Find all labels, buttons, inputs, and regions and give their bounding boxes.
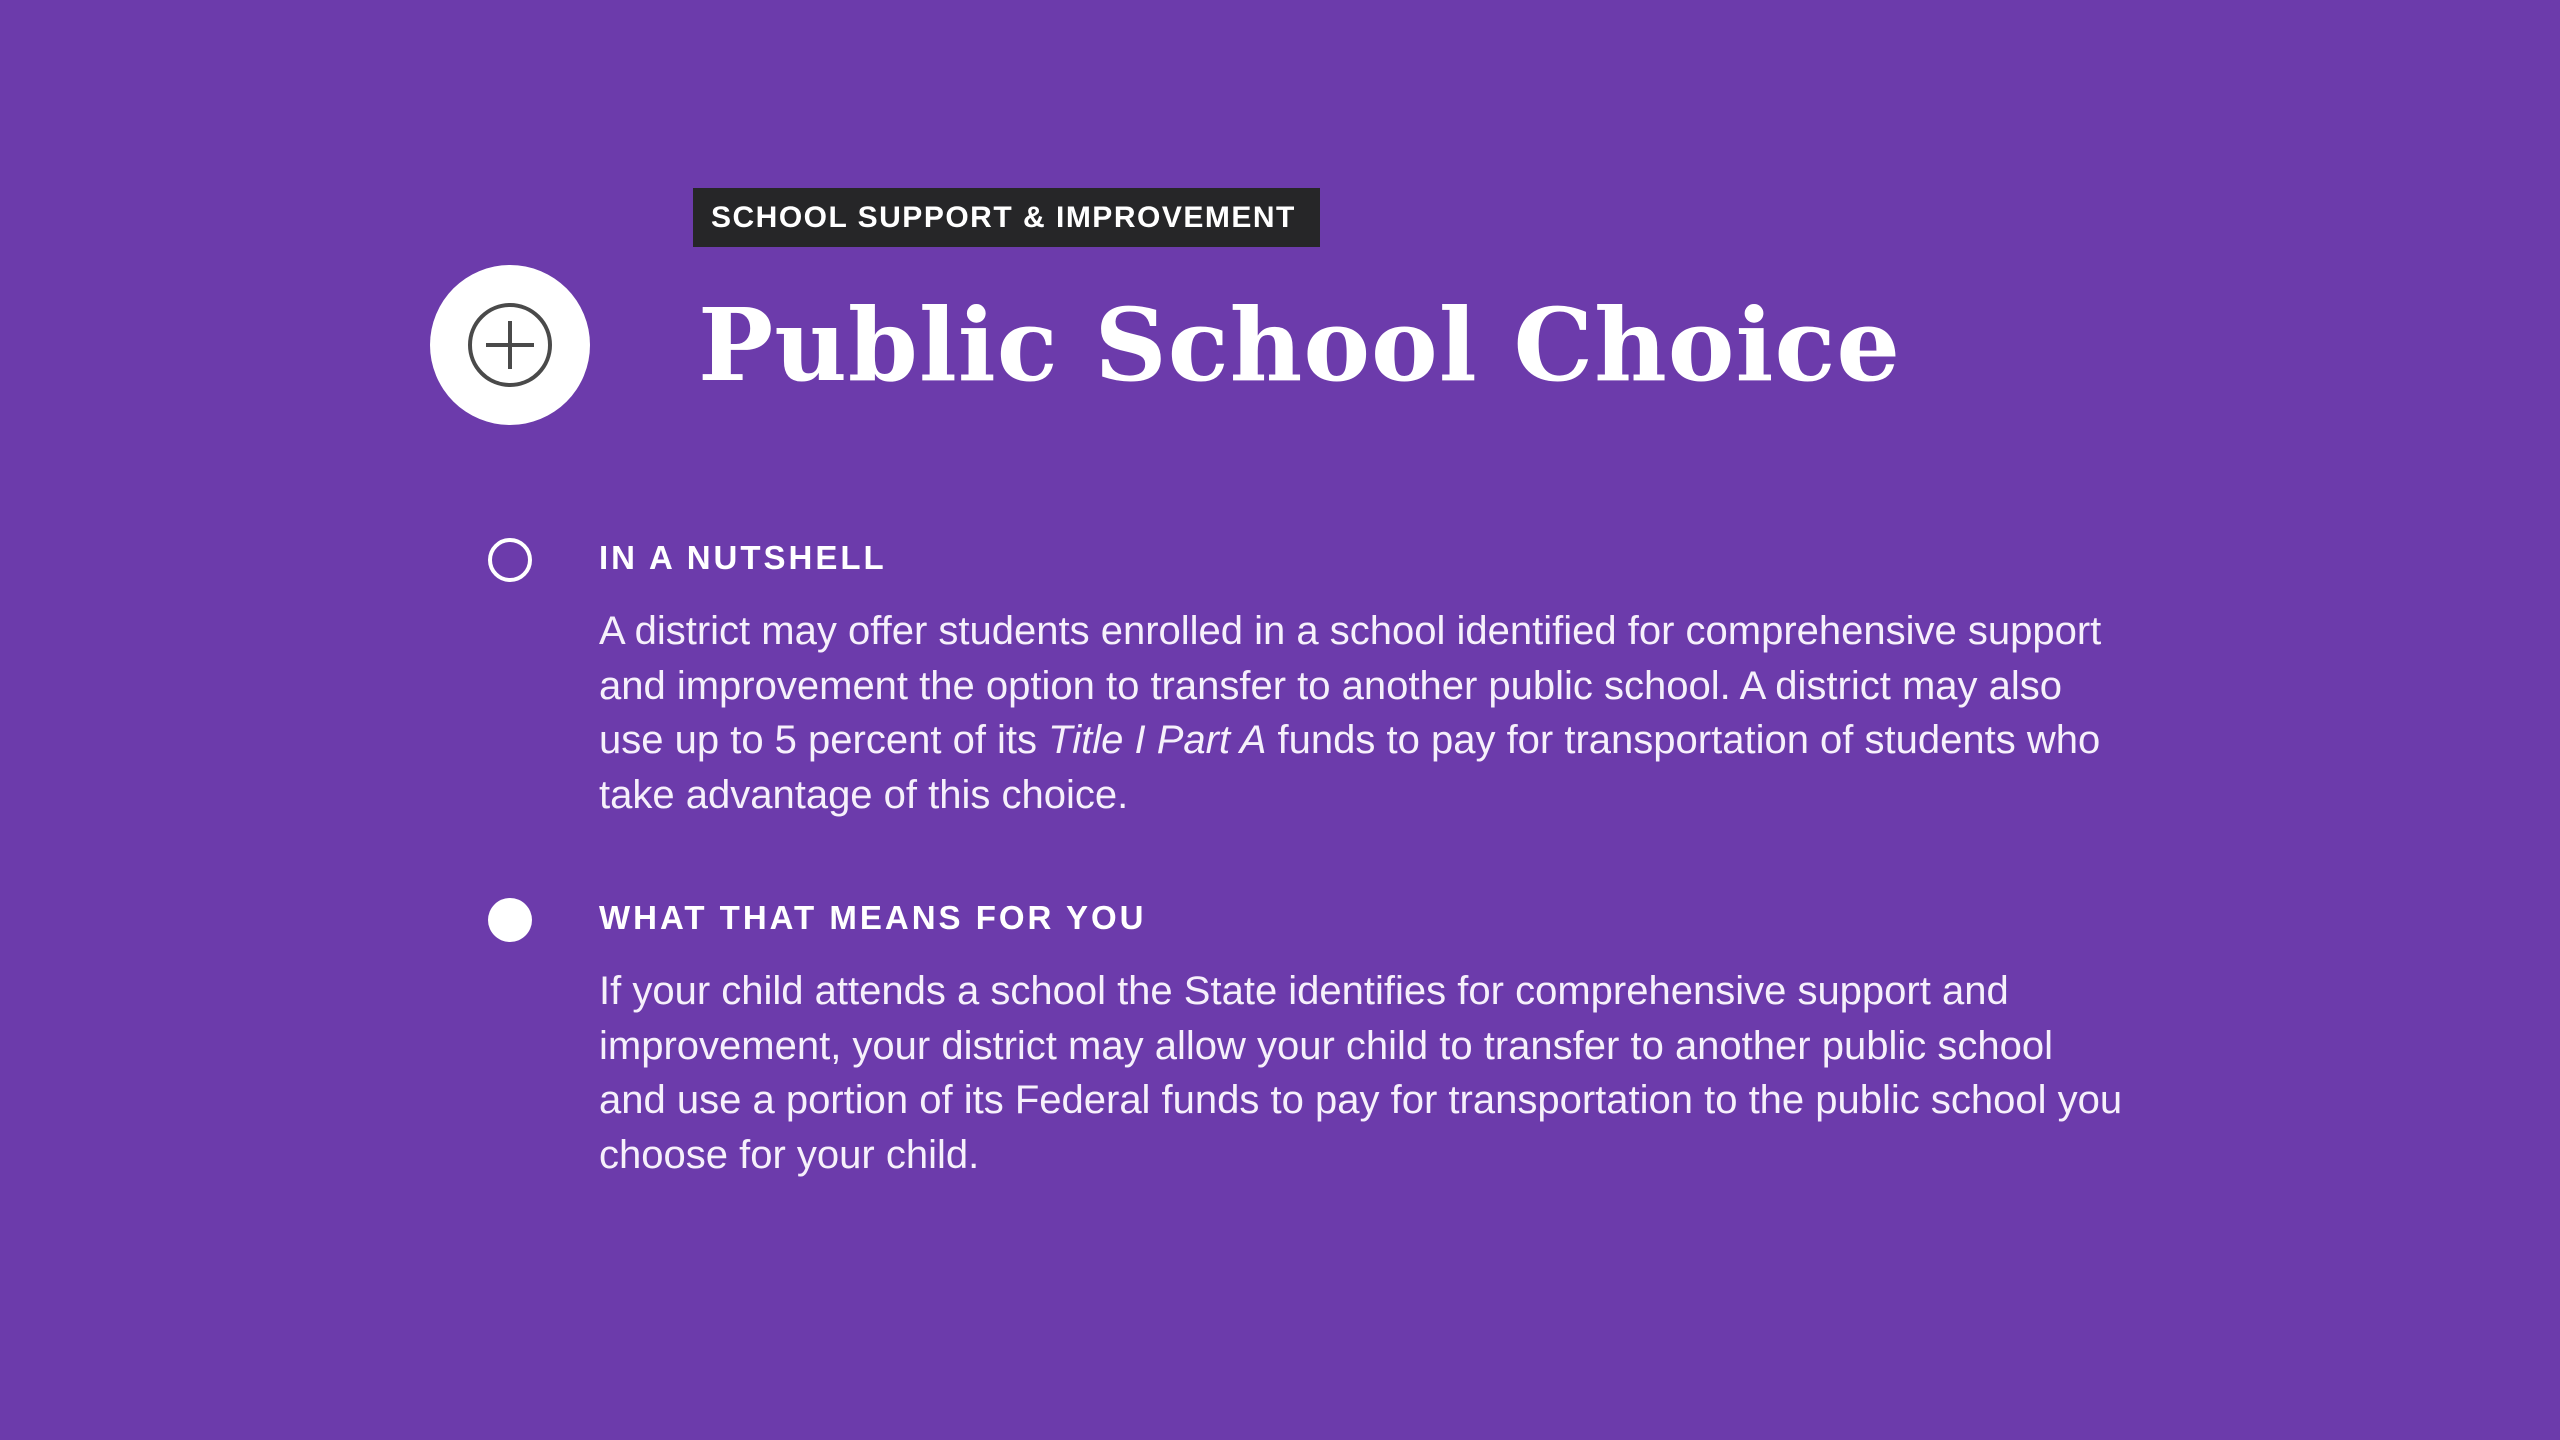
page-title: Public School Choice	[698, 286, 1902, 404]
category-tag: SCHOOL SUPPORT & IMPROVEMENT	[693, 188, 1320, 247]
expand-button[interactable]	[430, 265, 590, 425]
plus-circle-icon	[465, 300, 555, 390]
section-body-emphasis: Title I Part A	[1048, 718, 1267, 762]
section-heading: IN A NUTSHELL	[599, 539, 887, 576]
section-body-text-end: funds to pay for transportation of students who take advantage of this choice.	[599, 718, 2101, 817]
open-circle-bullet-icon[interactable]	[488, 538, 532, 582]
section-body	[599, 604, 2129, 822]
section-heading: WHAT THAT MEANS FOR YOU	[599, 899, 1147, 936]
section-body-text: A district may offer students enrolled in a school identified for comprehensive support and improvement the option to transfer to another public school. A district may also use up to 5 percent of its	[599, 609, 2102, 762]
filled-circle-bullet-icon[interactable]	[488, 898, 532, 942]
section-body: If your child attends a school the State identifies for comprehensive support and improvement, your district may allow your child to transfer to another public school and use a portion of its Federal funds to pay for transportation to the public school you choose for your child.	[599, 969, 2123, 1177]
